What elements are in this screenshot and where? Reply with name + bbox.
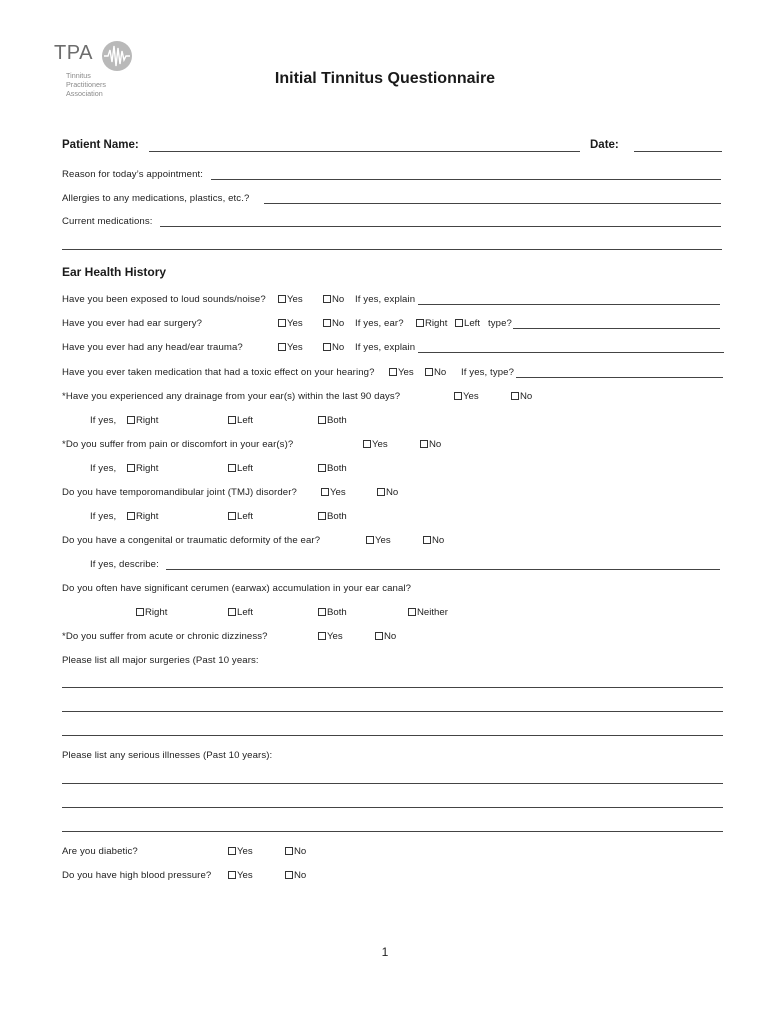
checkbox-icon bbox=[455, 319, 463, 327]
cerumen-both[interactable]: Both bbox=[318, 607, 347, 618]
loud-sounds-followup: If yes, explain bbox=[355, 294, 416, 305]
surgeries-label: Please list all major surgeries (Past 10 years: bbox=[62, 655, 259, 666]
patient-name-label: Patient Name: bbox=[62, 139, 139, 151]
section-title: Ear Health History bbox=[62, 265, 167, 279]
medications-label: Current medications: bbox=[62, 216, 153, 227]
checkbox-icon bbox=[318, 464, 326, 472]
date-label: Date: bbox=[590, 139, 619, 151]
checkbox-icon bbox=[323, 295, 331, 303]
tmj-both[interactable]: Both bbox=[318, 511, 347, 522]
toxic-medication-yes[interactable]: Yes bbox=[389, 367, 414, 378]
pain-if-yes-label: If yes, bbox=[90, 463, 117, 474]
toxic-medication-type-field[interactable] bbox=[516, 377, 723, 378]
drainage-right[interactable]: Right bbox=[127, 415, 158, 426]
checkbox-icon bbox=[228, 464, 236, 472]
blood-pressure-no[interactable]: No bbox=[285, 870, 306, 881]
logo-waveform-icon bbox=[100, 40, 134, 72]
drainage-both[interactable]: Both bbox=[318, 415, 347, 426]
checkbox-icon bbox=[136, 608, 144, 616]
checkbox-icon bbox=[127, 464, 135, 472]
checkbox-icon bbox=[375, 632, 383, 640]
illnesses-line-3[interactable] bbox=[62, 831, 723, 832]
pain-no[interactable]: No bbox=[420, 439, 441, 450]
checkbox-icon bbox=[278, 319, 286, 327]
head-trauma-followup: If yes, explain bbox=[355, 342, 416, 353]
cerumen-left[interactable]: Left bbox=[228, 607, 253, 618]
checkbox-icon bbox=[416, 319, 424, 327]
allergies-label: Allergies to any medications, plastics, etc.? bbox=[62, 193, 250, 204]
medications-field[interactable] bbox=[160, 226, 721, 227]
page-number: 1 bbox=[381, 945, 389, 959]
ear-surgery-left[interactable]: Left bbox=[455, 318, 480, 329]
dizziness-yes[interactable]: Yes bbox=[318, 631, 343, 642]
checkbox-icon bbox=[228, 608, 236, 616]
ear-surgery-question: Have you ever had ear surgery? bbox=[62, 318, 203, 329]
checkbox-icon bbox=[228, 512, 236, 520]
checkbox-icon bbox=[318, 608, 326, 616]
deformity-no[interactable]: No bbox=[423, 535, 444, 546]
checkbox-icon bbox=[321, 488, 329, 496]
medications-field-line-2[interactable] bbox=[62, 249, 722, 250]
reason-label: Reason for today’s appointment: bbox=[62, 169, 204, 180]
tmj-no[interactable]: No bbox=[377, 487, 398, 498]
surgeries-line-1[interactable] bbox=[62, 687, 723, 688]
deformity-question: Do you have a congenital or traumatic deformity of the ear? bbox=[62, 535, 321, 546]
date-field[interactable] bbox=[634, 151, 722, 152]
toxic-medication-question: Have you ever taken medication that had a toxic effect on your hearing? bbox=[62, 367, 375, 378]
drainage-if-yes-label: If yes, bbox=[90, 415, 117, 426]
checkbox-icon bbox=[389, 368, 397, 376]
checkbox-icon bbox=[285, 871, 293, 879]
tmj-if-yes-label: If yes, bbox=[90, 511, 117, 522]
checkbox-icon bbox=[228, 416, 236, 424]
checkbox-icon bbox=[425, 368, 433, 376]
loud-sounds-no[interactable]: No bbox=[323, 294, 344, 305]
diabetic-yes[interactable]: Yes bbox=[228, 846, 253, 857]
deformity-describe-field[interactable] bbox=[166, 569, 720, 570]
ear-surgery-type-label: type? bbox=[488, 318, 512, 329]
checkbox-icon bbox=[285, 847, 293, 855]
checkbox-icon bbox=[278, 343, 286, 351]
logo-abbr: TPA bbox=[54, 42, 93, 64]
toxic-medication-no[interactable]: No bbox=[425, 367, 446, 378]
illnesses-line-1[interactable] bbox=[62, 783, 723, 784]
pain-right[interactable]: Right bbox=[127, 463, 158, 474]
tmj-right[interactable]: Right bbox=[127, 511, 158, 522]
checkbox-icon bbox=[323, 343, 331, 351]
checkbox-icon bbox=[127, 512, 135, 520]
loud-sounds-question: Have you been exposed to loud sounds/noise? bbox=[62, 294, 266, 305]
drainage-left[interactable]: Left bbox=[228, 415, 253, 426]
checkbox-icon bbox=[318, 512, 326, 520]
logo-line-3: Association bbox=[66, 89, 103, 98]
illnesses-label: Please list any serious illnesses (Past 10 years): bbox=[62, 750, 273, 761]
patient-name-field[interactable] bbox=[149, 151, 580, 152]
blood-pressure-question: Do you have high blood pressure? bbox=[62, 870, 212, 881]
pain-left[interactable]: Left bbox=[228, 463, 253, 474]
surgeries-line-2[interactable] bbox=[62, 711, 723, 712]
drainage-no[interactable]: No bbox=[511, 391, 532, 402]
logo-line-2: Practitioners bbox=[66, 80, 106, 89]
pain-both[interactable]: Both bbox=[318, 463, 347, 474]
head-trauma-question: Have you ever had any head/ear trauma? bbox=[62, 342, 243, 353]
checkbox-icon bbox=[228, 871, 236, 879]
checkbox-icon bbox=[278, 295, 286, 303]
dizziness-no[interactable]: No bbox=[375, 631, 396, 642]
checkbox-icon bbox=[127, 416, 135, 424]
allergies-field[interactable] bbox=[264, 203, 721, 204]
ear-surgery-right[interactable]: Right bbox=[416, 318, 447, 329]
pain-yes[interactable]: Yes bbox=[363, 439, 388, 450]
cerumen-right[interactable]: Right bbox=[136, 607, 167, 618]
surgeries-line-3[interactable] bbox=[62, 735, 723, 736]
checkbox-icon bbox=[318, 632, 326, 640]
pain-question: *Do you suffer from pain or discomfort in your ear(s)? bbox=[62, 439, 294, 450]
toxic-medication-followup: If yes, type? bbox=[461, 367, 515, 378]
checkbox-icon bbox=[318, 416, 326, 424]
dizziness-question: *Do you suffer from acute or chronic dizziness? bbox=[62, 631, 268, 642]
checkbox-icon bbox=[366, 536, 374, 544]
checkbox-icon bbox=[511, 392, 519, 400]
checkbox-icon bbox=[408, 608, 416, 616]
tmj-left[interactable]: Left bbox=[228, 511, 253, 522]
loud-sounds-explain-field[interactable] bbox=[418, 304, 720, 305]
ear-surgery-type-field[interactable] bbox=[513, 328, 720, 329]
cerumen-neither[interactable]: Neither bbox=[408, 607, 448, 618]
tmj-yes[interactable]: Yes bbox=[321, 487, 346, 498]
ear-surgery-followup: If yes, ear? bbox=[355, 318, 404, 329]
checkbox-icon bbox=[423, 536, 431, 544]
checkbox-icon bbox=[420, 440, 428, 448]
ear-surgery-yes[interactable]: Yes bbox=[278, 318, 303, 329]
cerumen-question: Do you often have significant cerumen (earwax) accumulation in your ear canal? bbox=[62, 583, 412, 594]
checkbox-icon bbox=[454, 392, 462, 400]
reason-field[interactable] bbox=[211, 179, 721, 180]
checkbox-icon bbox=[363, 440, 371, 448]
illnesses-line-2[interactable] bbox=[62, 807, 723, 808]
deformity-yes[interactable]: Yes bbox=[366, 535, 391, 546]
drainage-question: *Have you experienced any drainage from your ear(s) within the last 90 days? bbox=[62, 391, 401, 402]
diabetic-question: Are you diabetic? bbox=[62, 846, 138, 857]
loud-sounds-yes[interactable]: Yes bbox=[278, 294, 303, 305]
checkbox-icon bbox=[323, 319, 331, 327]
head-trauma-no[interactable]: No bbox=[323, 342, 344, 353]
head-trauma-yes[interactable]: Yes bbox=[278, 342, 303, 353]
diabetic-no[interactable]: No bbox=[285, 846, 306, 857]
head-trauma-explain-field[interactable] bbox=[418, 352, 724, 353]
logo-line-1: Tinnitus bbox=[66, 71, 91, 80]
checkbox-icon bbox=[228, 847, 236, 855]
page-title: Initial Tinnitus Questionnaire bbox=[274, 70, 496, 87]
drainage-yes[interactable]: Yes bbox=[454, 391, 479, 402]
tmj-question: Do you have temporomandibular joint (TMJ) disorder? bbox=[62, 487, 297, 498]
checkbox-icon bbox=[377, 488, 385, 496]
ear-surgery-no[interactable]: No bbox=[323, 318, 344, 329]
deformity-describe-label: If yes, describe: bbox=[90, 559, 159, 570]
blood-pressure-yes[interactable]: Yes bbox=[228, 870, 253, 881]
